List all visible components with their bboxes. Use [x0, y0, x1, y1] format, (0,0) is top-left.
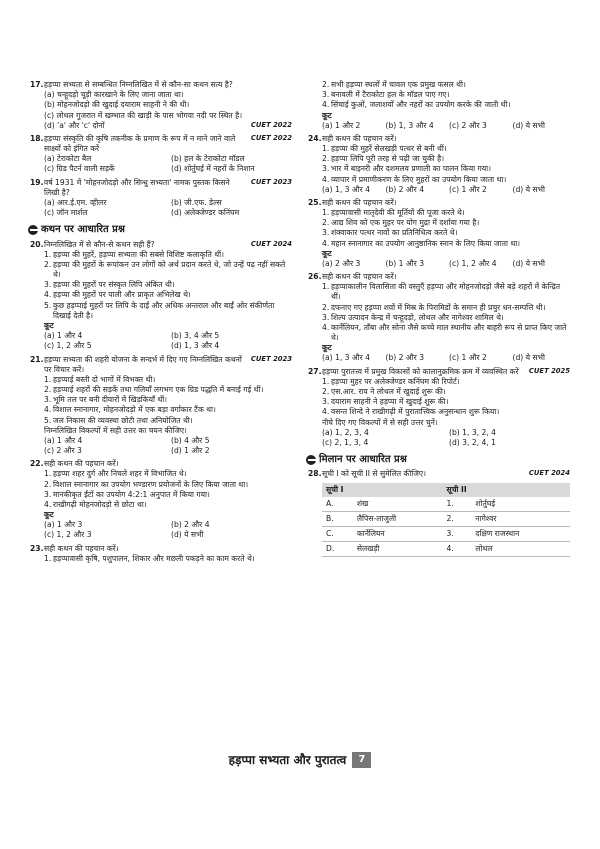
statement: 5. कुछ हड़प्पाई मुहरों पर लिपि के दाईं और अधिक अन्तराल और बाईं ओर संकीर्णता दिखाई देती है।: [44, 300, 275, 320]
option: (d) 'a' और 'c' दोनों CUET 2022: [44, 120, 292, 130]
option: (a) 1 और 4: [44, 331, 83, 341]
statement: 4. महान स्नानागार का उपयोग आनुष्ठानिक स्नान के लिए किया जाता था।: [322, 238, 521, 248]
question-number: 27.: [308, 366, 322, 376]
question-22: [30, 459, 292, 540]
question-text: सही कथन की पहचान करें।: [44, 459, 119, 469]
code-label: कूट: [322, 110, 332, 120]
page-footer: [0, 752, 600, 768]
code-label: कूट: [322, 248, 332, 258]
statement: 3. बनावली में टैराकोटा हल के मॉडल पाए गए।: [322, 90, 450, 100]
question-27: [308, 367, 570, 448]
statement: 1. हड़प्पावासी मातृदेवी की मूर्तियों की पूजा करते थे।: [322, 208, 465, 218]
code-label: कूट: [44, 321, 54, 330]
question-26: [308, 272, 570, 364]
question-text: सही कथन की पहचान करें।: [44, 543, 119, 553]
code-label: कूट: [44, 510, 54, 520]
list-2-header: सूची II: [442, 483, 570, 497]
exam-tag: CUET 2022: [250, 133, 292, 142]
table-row: B. लैपिस-लाजुली 2. नागेश्वर: [322, 511, 570, 526]
question-text: हड़प्पा सभ्यता से सम्बन्धित निम्नलिखित में से कौन-सा कथन सत्य है?: [44, 80, 233, 89]
option: (d) शोर्तुघई में नहरों के निशान: [171, 164, 255, 174]
option: (b) 1 और 3: [385, 258, 425, 268]
instruction-note: नीचे दिए गए विकल्पों में से सही उत्तर चुनें।: [322, 417, 438, 427]
option: (a) 1 और 3: [44, 520, 83, 530]
code-label: कूट: [322, 343, 332, 353]
option: (c) 1 और 2: [449, 353, 487, 363]
question-text: सही कथन की पहचान करें।: [322, 272, 397, 282]
statement: 1. हड़प्पा शहर दुर्ग और निचले शहर में विभाजित थे।: [44, 469, 187, 479]
option: (b) 1, 3 और 4: [385, 120, 434, 130]
exam-tag: CUET 2024: [250, 239, 292, 248]
statement: 1. हड़प्पा की मुहरें, हड़प्पा सभ्यता की सबसे विशिष्ट कलाकृति थीं।: [44, 249, 224, 259]
question-number: 24.: [308, 133, 322, 143]
exam-tag: CUET 2022: [250, 120, 292, 129]
list-1-header: सूची I: [322, 483, 442, 497]
option: (c) जॉन मार्शल: [44, 208, 88, 218]
option: (c) 1, 2 और 4: [449, 258, 497, 268]
question-text: CUET 2024 सूची I को सूची II से सुमेलित कीजिए।: [322, 469, 570, 479]
option: (a) 1, 2, 3, 4: [322, 427, 369, 437]
exam-tag: CUET 2023: [250, 354, 292, 363]
section-bullet-icon: [28, 225, 38, 235]
section-heading-statement: कथन पर आधारित प्रश्न: [28, 223, 292, 236]
option: (d) 1 और 2: [171, 446, 210, 456]
statement: 4. व्यापार में प्रमाणीकरण के लिए मुहरों का उपयोग किया जाता था।: [322, 174, 507, 184]
question-17: [30, 80, 292, 131]
option: (b) 2 और 4: [171, 520, 210, 530]
statement: 4. सिंचाई कुओं, जलाशयों और नहरों का उपयोग करके की जाती थी।: [322, 100, 511, 110]
statement: 1. हड़प्पावासी कृषि, पशुपालन, शिकार और मछली पकड़ने का काम करते थे।: [44, 553, 255, 563]
option: (c) 2, 1, 3, 4: [322, 437, 369, 447]
option: (a) 1, 3 और 4: [322, 184, 371, 194]
question-text: CUET 2023 हड़प्पा सभ्यता की शहरी योजना के सन्दर्भ में दिए गए निम्नलिखित कथनों पर विचार करें।: [44, 354, 292, 374]
option: (a) आर.ई.एम. व्हीलर: [44, 197, 107, 207]
option: (c) 1, 2 और 3: [44, 530, 92, 540]
option: (d) 3, 2, 4, 1: [449, 437, 496, 447]
matching-table: [322, 483, 570, 558]
option: (b) 1, 3, 2, 4: [449, 427, 496, 437]
option: (a) 1, 3 और 4: [322, 353, 371, 363]
statement: 2. हड़प्पाई शहरों की सड़कें तथा गलियाँ लगभग एक ग्रिड पद्धति में बनाई गई थीं।: [44, 385, 264, 395]
question-number: 25.: [308, 197, 322, 207]
option: (d) अलेक्जेण्डर कनिंघम: [171, 208, 240, 218]
statement: 2. सभी हड़प्पा स्थलों में चावल एक प्रमुख फसल थी।: [322, 80, 466, 89]
question-number: 19.: [30, 177, 44, 187]
question-number: 28.: [308, 469, 322, 479]
right-column: [308, 80, 570, 560]
question-number: 23.: [30, 543, 44, 553]
statement: 3. मानकीकृत ईंटों का उपयोग 4:2:1 अनुपात में किया गया।: [44, 489, 210, 499]
question-23-continued: [308, 80, 570, 131]
question-number: 21.: [30, 354, 44, 364]
statement: 4. हड़प्पा की मुहरों पर पाली और प्राकृत अभिलेख थे।: [44, 290, 191, 300]
question-28: [308, 469, 570, 557]
section-heading-matching: मिलान पर आधारित प्रश्न: [306, 453, 570, 466]
left-column: [30, 80, 292, 567]
statement: 5. जल निकास की व्यवस्था छोटी तथा अनियोजित थी।: [44, 415, 193, 425]
chapter-title: हड़प्पा सभ्यता और पुरातत्व: [228, 753, 347, 767]
option: (c) 1 और 2: [449, 184, 487, 194]
option: (b) जी.एफ. डेल्स: [171, 197, 222, 207]
question-number: 20.: [30, 239, 44, 249]
option: (b) 3, 4 और 5: [171, 331, 220, 341]
statement: 1. हड़प्पाई बस्ती दो भागों में विभक्त थी।: [44, 374, 156, 384]
option: (d) ये सभी: [512, 258, 545, 268]
exam-tag: CUET 2023: [250, 177, 292, 186]
statement: 1. हड़प्पा की मुहरें सेलखड़ी पत्थर से बनी थीं।: [322, 144, 447, 154]
statement: 2. दफनाए गए हड़प्पा शवों में मिस्र के पिरामिडों के समान ही प्रचुर धन-सम्पत्ति थी।: [322, 302, 546, 312]
statement: 3. दयाराम साहनी ने हड़प्पा में खुदाई शुरू की।: [322, 397, 449, 407]
option: (c) लोथल गुजरात में खम्भात की खाड़ी के पास भोगवा नदी पर स्थित है।: [44, 110, 243, 120]
option: (d) 1, 3 और 4: [171, 341, 220, 351]
statement: 4. विशाल स्नानागार, मोहनजोदड़ो में एक बड़ा वर्गाकार टैंक था।: [44, 405, 216, 415]
statement: 4. वसन्त शिन्दे ने राखीगढ़ी में पुरातात्त्विक अनुसन्धान शुरू किया।: [322, 407, 500, 417]
option: (b) 2 और 4: [385, 184, 425, 194]
instruction-note: निम्नलिखित विकल्पों में सही उत्तर का चयन कीजिए।: [44, 425, 187, 435]
question-25: [308, 198, 570, 269]
statement: 2. हड़प्पा की मुहरों के रूपांकन उन लोगों को अर्थ प्रदान करते थे, जो उन्हें पढ़ नहीं सकते थे।: [44, 259, 286, 280]
statement: 3. शिल्प उत्पादन केन्द्र में चन्हूदड़ो, लोथल और नागेश्वर शामिल थे।: [322, 312, 504, 322]
statement: 1. हड़प्पा मुहर पर अलेक्जेण्डर कनिंघम की रिपोर्ट।: [322, 376, 460, 386]
exam-tag: CUET 2024: [528, 469, 570, 478]
question-number: 17.: [30, 80, 44, 89]
question-text: CUET 2022 हड़प्पा संस्कृति की कृषि तकनीक के प्रमाण के रूप में न माने जाने वाले साक्ष्यों को इंगित करें: [44, 133, 292, 154]
question-text: CUET 2023 वर्ष 1931 में 'मोहनजोदड़ो और सिन्धु सभ्यता' नामक पुस्तक किसने लिखी है?: [44, 177, 292, 197]
option: (c) 2 और 3: [44, 446, 82, 456]
statement: 4. राखीगढ़ी मोहनजोदड़ो से छोटा था।: [44, 499, 147, 509]
table-row: C. कार्नेलियन 3. दक्षिण राजस्थान: [322, 527, 570, 542]
question-text: CUET 2024 निम्नलिखित में से कौन-से कथन सही हैं?: [44, 239, 292, 249]
option: (d) ये सभी: [512, 184, 545, 194]
question-20: [30, 240, 292, 352]
question-text: सही कथन की पहचान करें।: [322, 133, 397, 143]
option: (a) 1 और 4: [44, 435, 83, 445]
statement: 1. हड़प्पाकालीन विलासिता की वस्तुएँ हड़प्पा और मोहनजोदड़ो जैसे बड़े शहरों में केन्द्रित थीं।: [322, 282, 561, 302]
statement: 3. भार में बाइनरी और दशमलव प्रणाली का पालन किया गया।: [322, 164, 492, 174]
table-row: A. शंख 1. शोर्तुघई: [322, 497, 570, 512]
question-number: 22.: [30, 459, 44, 469]
statement: 4. कार्नेलियन, ताँबा और सोना जैसे कच्चे माल स्थानीय और बाहरी रूप से प्राप्त किए जाते थे।: [322, 322, 567, 343]
option: (a) 1 और 2: [322, 120, 361, 130]
option: (a) चन्हूदड़ो चूड़ी कारखाने के लिए जाना जाता था।: [44, 90, 184, 100]
statement: 3. भूमि तल पर बनी दीवारों में खिड़कियाँ थीं।: [44, 395, 168, 405]
section-bullet-icon: [306, 455, 316, 465]
option: (d) ये सभी: [171, 530, 204, 540]
table-row: D. सेलखड़ी 4. लोथल: [322, 542, 570, 557]
option: (a) टेराकोटा बैल: [44, 154, 92, 164]
statement: 2. हड़प्पा लिपि पूरी तरह से पढ़ी जा चुकी है।: [322, 154, 445, 164]
question-number: 26.: [308, 272, 322, 282]
question-23: [30, 544, 292, 564]
question-24: [308, 134, 570, 195]
question-text: हड़प्पा पुरातत्त्व में प्रमुख विकासों को कालानुक्रमिक क्रम में व्यवस्थित करें CUET 2025: [322, 366, 570, 376]
question-19: [30, 178, 292, 219]
page-number: 7: [352, 752, 371, 767]
option: (c) ग्रिड पैटर्न वाली सड़कें: [44, 164, 115, 174]
statement: 2. आद्य शिव को एक मुहर पर योग मुद्रा में दर्शाया गया है।: [322, 218, 480, 228]
question-number: 18.: [30, 133, 44, 143]
option: (b) 2 और 3: [385, 353, 425, 363]
statement: 3. हड़प्पा की मुहरों पर संस्कृत लिपि अंकित थी।: [44, 280, 175, 290]
question-21: [30, 355, 292, 457]
option: (d) ये सभी: [512, 120, 545, 130]
option: (c) 1, 2 और 5: [44, 341, 92, 351]
question-18: [30, 134, 292, 175]
option: (b) हल के टेराकोटा मॉडल: [171, 154, 245, 164]
option: (b) 4 और 5: [171, 435, 210, 445]
option: (b) मोहनजोदड़ो की खुदाई दयाराम साहनी ने की थी।: [44, 100, 190, 110]
statement: 2. विशाल स्नानागार का उपयोग भण्डारण प्रयोजनों के लिए किया जाता था।: [44, 479, 249, 489]
exam-tag: CUET 2025: [528, 366, 570, 375]
statement: 3. शंक्वाकार पत्थर नावों का प्रतिनिधित्व करते थे।: [322, 228, 458, 238]
statement: 2. एस.आर. राव ने लोथल में खुदाई शुरू की।: [322, 386, 446, 396]
option: (a) 2 और 3: [322, 258, 361, 268]
option: (c) 2 और 3: [449, 120, 487, 130]
option: (d) ये सभी: [512, 353, 545, 363]
question-text: सही कथन की पहचान करें।: [322, 197, 397, 207]
